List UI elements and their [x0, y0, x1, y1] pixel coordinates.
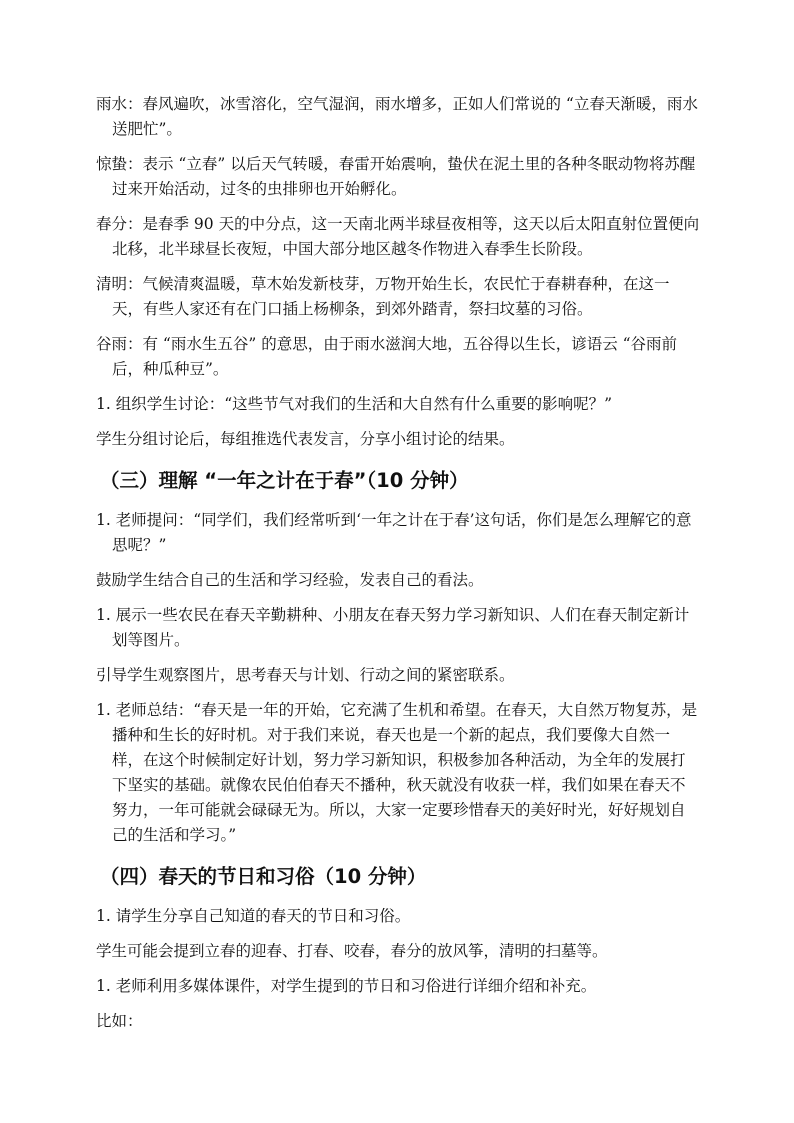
- list-item-multimedia: 1. 老师利用多媒体课件，对学生提到的节日和习俗进行详细介绍和补充。: [96, 977, 597, 995]
- list-item-teacher-question: 1. 老师提问：“同学们，我们经常听到‘一年之计在于春’这句话，你们是怎么理解它的意思呢？”: [96, 511, 692, 554]
- paragraph-for-example: 比如：: [96, 1012, 143, 1030]
- section-heading-3: （三）理解 “一年之计在于春”（10 分钟）: [100, 469, 469, 492]
- document-page: [96, 92, 700, 1044]
- list-item-show-pictures: 1. 展示一些农民在春天辛勤耕种、小朋友在春天努力学习新知识、人们在春天制定新计划等图片。: [96, 606, 690, 649]
- list-item-teacher-summary: 1. 老师总结：“春天是一年的开始，它充满了生机和希望。在春天，大自然万物复苏，是播种和生长的好时机。对于我们来说，春天也是一个新的起点，我们要像大自然一样，在这个时候制定好计划，努力学习新知识，积极参加各种活动，为全年的发展打下坚实的基础。就像农民伯伯春天不播种，秋天就没有收获一样，我们如果在春天不努力，一年可能就会碌碌无为。所以，大家一定要珍惜春天的美好时光，好好规划自己的生活和学习。”: [96, 701, 698, 844]
- paragraph-group-discussion: 学生分组讨论后，每组推选代表发言，分享小组讨论的结果。: [96, 430, 515, 448]
- section-heading-4: （四）春天的节日和习俗（10 分钟）: [100, 865, 427, 888]
- paragraph-guide-observe: 引导学生观察图片，思考春天与计划、行动之间的紧密联系。: [96, 666, 515, 684]
- paragraph-students-mention: 学生可能会提到立春的迎春、打春、咬春，春分的放风筝，清明的扫墓等。: [96, 942, 608, 960]
- paragraph-chunfen: 春分：是春季 90 天的中分点，这一天南北两半球昼夜相等，这天以后太阳直射位置便向北移，北半球昼长夜短，中国大部分地区越冬作物进入春季生长阶段。: [96, 215, 700, 258]
- paragraph-qingming: 清明：气候清爽温暖，草木始发新枝芽，万物开始生长，农民忙于春耕春种，在这一天，有些人家还有在门口插上杨柳条，到郊外踏青，祭扫坟墓的习俗。: [96, 275, 670, 318]
- paragraph-guyu: 谷雨：有 “雨水生五谷” 的意思，由于雨水滋润大地，五谷得以生长，谚语云 “谷雨前后，种瓜种豆”。: [96, 335, 678, 378]
- list-item-discussion: 1. 组织学生讨论：“这些节气对我们的生活和大自然有什么重要的影响呢？”: [96, 395, 613, 413]
- list-item-share-festivals: 1. 请学生分享自己知道的春天的节日和习俗。: [96, 907, 411, 925]
- paragraph-encourage: 鼓励学生结合自己的生活和学习经验，发表自己的看法。: [96, 571, 484, 589]
- paragraph-yushui: 雨水：春风遍吹，冰雪溶化，空气湿润，雨水增多，正如人们常说的 “立春天渐暖，雨水送肥忙”。: [96, 95, 698, 138]
- paragraph-jingzhe: 惊蛰：表示 “立春” 以后天气转暖，春雷开始震响，蛰伏在泥土里的各种冬眠动物将苏醒过来开始活动，过冬的虫排卵也开始孵化。: [96, 155, 696, 198]
